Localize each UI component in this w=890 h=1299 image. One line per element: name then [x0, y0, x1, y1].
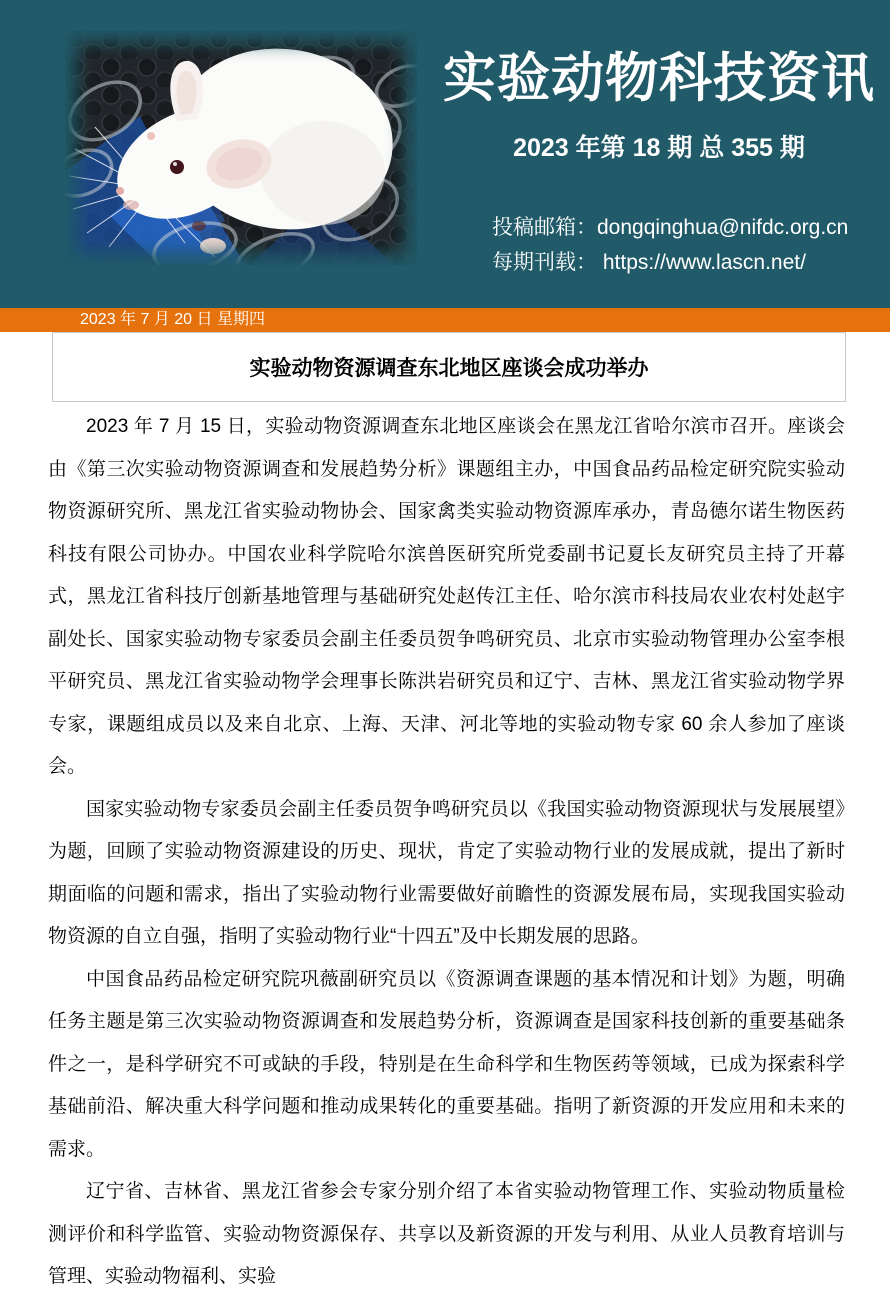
article-paragraph: 2023 年 7 月 15 日，实验动物资源调查东北地区座谈会在黑龙江省哈尔滨市召开。座谈会由《第三次实验动物资源调查和发展趋势分析》课题组主办，中国食品药品检定研究院实验动物资源研究所、黑龙江省实验动物协会、国家禽类实验动物资源库承办，青岛德尔诺生物医药科技有限公司协办。中国农业科学院哈尔滨兽医研究所党委副书记夏长友研究员主持了开幕式，黑龙江省科技厅创新基地管理与基础研究处赵传江主任、哈尔滨市科技局农业农村处赵宇副处长、国家实验动物专家委员会副主任委员贺争鸣研究员、北京市实验动物管理办公室李根平研究员、黑龙江省实验动物学会理事长陈洪岩研究员和辽宁、吉林、黑龙江省实验动物学界专家，课题组成员以及来自北京、上海、天津、河北等地的实验动物专家 60 余人参加了座谈会。: [48, 416, 845, 777]
website-row: [492, 245, 890, 280]
date-text: 2023 年 7 月 20 日 星期四: [80, 311, 265, 328]
masthead-right: [428, 0, 890, 308]
article-body: [48, 406, 845, 1299]
website-link[interactable]: https://www.lascn.net/: [602, 251, 806, 274]
issue-number: 2023 年第 18 期 总 355 期: [513, 134, 805, 162]
article-paragraph: 中国食品药品检定研究院巩薇副研究员以《资源调查课题的基本情况和计划》为题，明确任务主题是第三次实验动物资源调查和发展趋势分析，资源调查是国家科技创新的重要基础条件之一，是科学研究不可或缺的手段，特别是在生命科学和生物医药等领域，已成为探索科学基础前沿、解决重大科学问题和推动成果转化的重要基础。指明了新资源的开发应用和未来的需求。: [48, 968, 845, 1160]
mouse-illustration: [65, 31, 417, 265]
email-row: [492, 210, 890, 245]
article-paragraph: 辽宁省、吉林省、黑龙江省参会专家分别介绍了本省实验动物管理工作、实验动物质量检测评价和科学监管、实验动物资源保存、共享以及新资源的开发与利用、从业人员教育培训与管理、实验动物福利、实验: [48, 1181, 845, 1287]
newsletter-title: 实验动物科技资讯: [443, 49, 875, 108]
website-label: 每期刊载：: [492, 251, 597, 274]
email-link[interactable]: dongqinghua@nifdc.org.cn: [597, 216, 849, 239]
mouse-photo: [65, 31, 417, 265]
article-paragraph: 国家实验动物专家委员会副主任委员贺争鸣研究员以《我国实验动物资源现状与发展展望》为题，回顾了实验动物资源建设的历史、现状，肯定了实验动物行业的发展成就，提出了新时期面临的问题和需求，指出了实验动物行业需要做好前瞻性的资源发展布局，实现我国实验动物资源的自立自强，指明了实验动物行业“十四五”及中长期发展的思路。: [48, 798, 845, 947]
contact-block: [428, 210, 890, 280]
email-label: 投稿邮箱：: [492, 216, 597, 239]
newsletter-masthead: [0, 0, 890, 308]
article-headline: 实验动物资源调查东北地区座谈会成功举办: [249, 357, 649, 380]
date-bar: [0, 308, 890, 332]
headline-box: [52, 332, 846, 402]
